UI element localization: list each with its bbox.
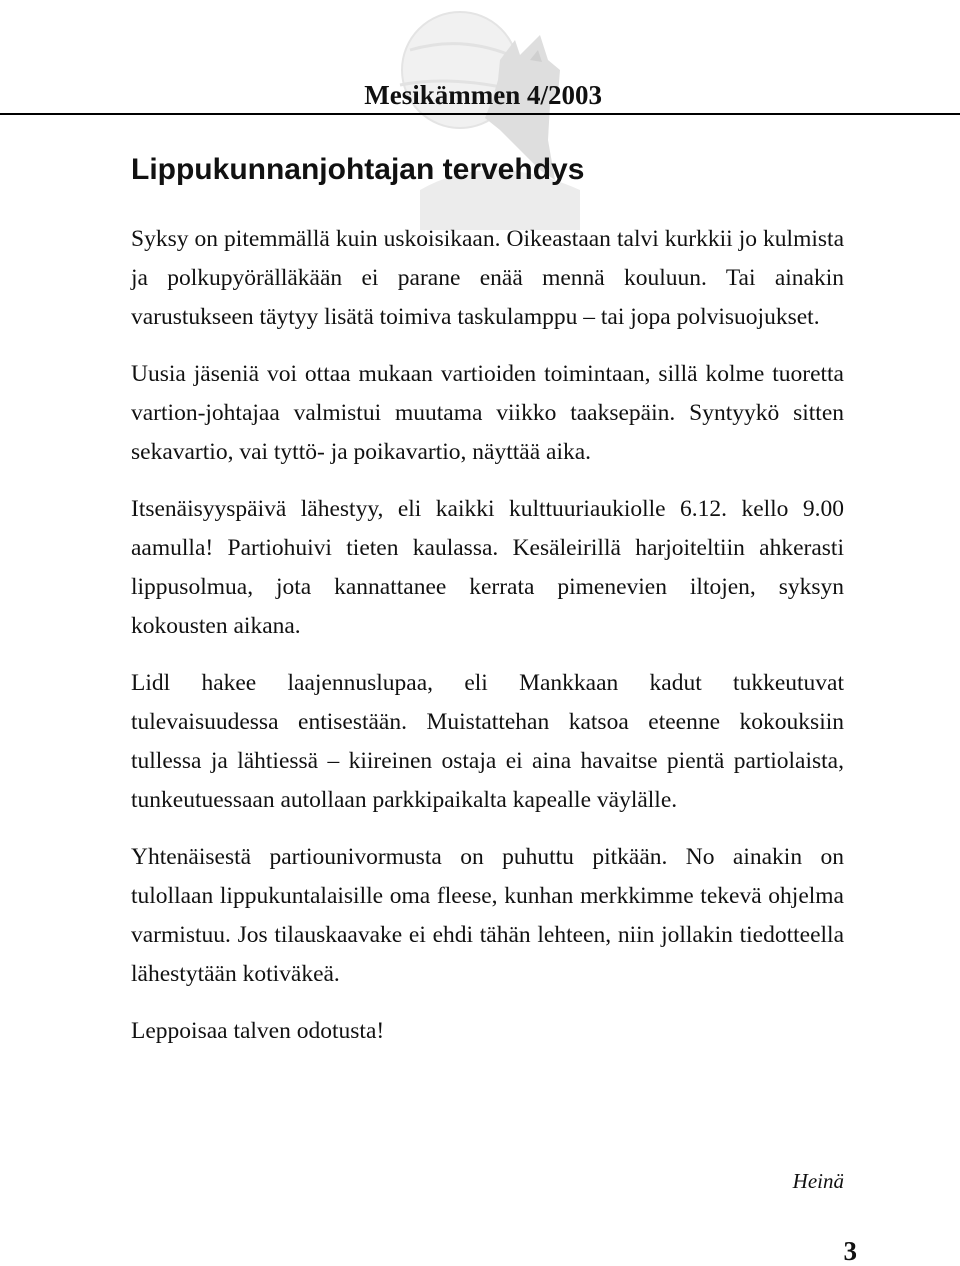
paragraph: Lidl hakee laajennuslupaa, eli Mankkaan kadut tukkeutuvat tulevaisuudessa entisestään. Muistattehan katsoa eteenne kokouksiin tullessa ja lähtiessä – kiireinen ostaja ei aina havaitse pientä partiolaista, tunkeutuessaan autollaan parkkipaikalta kapealle väylälle.: [131, 670, 844, 813]
paragraph: Leppoisaa talven odotusta!: [131, 1018, 385, 1044]
paragraph: Syksy on pitemmällä kuin uskoisikaan. Oikeastaan talvi kurkkii jo kulmista ja polkupyörälläkään ei parane enää mennä kouluun. Tai ainakin varustukseen täytyy lisätä toimiva taskulamppu – tai jopa polvisuojukset.: [131, 226, 844, 330]
author-signature: Heinä: [792, 1169, 844, 1193]
paragraph: Uusia jäseniä voi ottaa mukaan vartioiden toimintaan, sillä kolme tuoretta vartion-johtajaa valmistui muutama viikko taaksepäin. Syntyykö sitten sekavartio, vai tyttö- ja poikavartio, näyttää aika.: [131, 361, 844, 465]
article-body: [131, 220, 844, 1069]
howling-wolf-moon-icon: [380, 0, 600, 230]
header-divider: [0, 113, 960, 115]
paragraph: Yhtenäisestä partiounivormusta on puhuttu pitkään. No ainakin on tulollaan lippukuntalaisille oma fleese, kunhan merkkimme tekevä ohjelma varmistuu. Jos tilauskaavake ei ehdi tähän lehteen, niin jollakin tiedotteella lähestytään kotiväkeä.: [131, 844, 844, 987]
article-title: Lippukunnanjohtajan tervehdys: [131, 153, 585, 186]
page-number: 3: [843, 1236, 857, 1266]
publication-title: Mesikämmen 4/2003: [364, 80, 602, 110]
paragraph: Itsenäisyyspäivä lähestyy, eli kaikki kulttuuriaukiolle 6.12. kello 9.00 aamulla! Partiohuivi tieten kaulassa. Kesäleirillä harjoiteltiin ahkerasti lippusolmua, jota kannattanee kerrata pimenevien iltojen, syksyn kokousten aikana.: [131, 496, 844, 639]
